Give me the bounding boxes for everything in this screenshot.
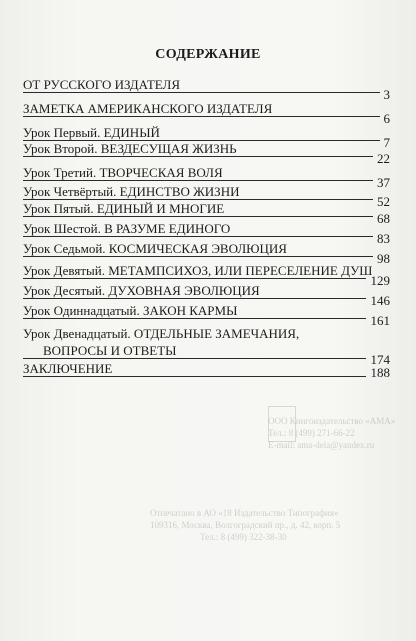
toc-entry-underline <box>23 92 380 93</box>
toc-entry-title: Урок Первый. ЕДИНЫЙ <box>23 125 160 140</box>
toc-entry-title: Урок Четвёртый. ЕДИНСТВО ЖИЗНИ <box>23 184 240 199</box>
toc-entry-title: Урок Девятый. МЕТАМПСИХОЗ, ИЛИ ПЕРЕСЕЛЕНИЕ ДУШ <box>23 263 373 278</box>
toc-entry <box>23 140 390 166</box>
toc-entry-title: Урок Пятый. ЕДИНЫЙ И МНОГИЕ <box>23 201 225 216</box>
showthrough-publisher: ООО Книгоиздательство «АМА» <box>268 416 396 426</box>
toc-entry <box>23 76 390 102</box>
toc-entry-title: Урок Третий. ТВОРЧЕСКАЯ ВОЛЯ <box>23 165 223 180</box>
toc-entry-title-cont: ВОПРОСЫ И ОТВЕТЫ <box>43 343 177 358</box>
toc-entry-underline <box>23 298 366 299</box>
toc-entry-title: ЗАМЕТКА АМЕРИКАНСКОГО ИЗДАТЕЛЯ <box>23 101 273 116</box>
showthrough-phone2: Тел.: 8 (499) 322-38-30 <box>200 532 287 542</box>
toc-entry-page: 6 <box>383 111 390 126</box>
toc-entry-underline <box>23 236 373 237</box>
toc-entry <box>23 360 390 380</box>
toc-entry-page: 188 <box>370 365 390 380</box>
toc-entry-title: ЗАКЛЮЧЕНИЕ <box>23 361 113 376</box>
page-title: СОДЕРЖАНИЕ <box>155 47 261 62</box>
toc-entry-underline <box>23 358 366 359</box>
toc-entry-page: 37 <box>377 175 390 190</box>
toc-entry <box>23 240 390 266</box>
toc-entry-underline <box>23 278 366 279</box>
toc-entry <box>23 325 390 367</box>
toc-entry-page: 161 <box>370 313 390 328</box>
toc-entry <box>23 200 390 226</box>
toc-entry-page: 52 <box>377 194 390 209</box>
toc-entry-title: Урок Второй. ВЕЗДЕСУЩАЯ ЖИЗНЬ <box>23 141 237 156</box>
toc-entry-title: Урок Двенадцатый. ОТДЕЛЬНЫЕ ЗАМЕЧАНИЯ, <box>23 326 300 341</box>
toc-entry <box>23 282 390 308</box>
toc-entry-page: 98 <box>377 251 390 266</box>
toc-entry <box>23 262 390 288</box>
toc-entry-page: 174 <box>370 352 390 367</box>
toc-entry-page: 83 <box>377 231 390 246</box>
toc-entry-title: Урок Седьмой. КОСМИЧЕСКАЯ ЭВОЛЮЦИЯ <box>23 241 287 256</box>
showthrough-printer: Отпечатано в АО «18 Издательство Типография» <box>150 508 339 518</box>
showthrough-email: E-mail: ama-dela@yandex.ru <box>268 440 375 450</box>
toc-entry-page: 3 <box>383 87 390 102</box>
toc-entry-underline <box>23 376 366 377</box>
toc-entry-underline <box>23 216 373 217</box>
showthrough-phone: Тел.: 8 (499) 271-66-22 <box>268 428 355 438</box>
toc-entry-page: 22 <box>377 151 390 166</box>
toc-entry-page: 146 <box>370 293 390 308</box>
toc-entry-page: 7 <box>383 135 390 150</box>
toc-entry-page: 68 <box>377 211 390 226</box>
toc-entry-underline <box>23 180 373 181</box>
toc-entry-title: Урок Десятый. ДУХОВНАЯ ЭВОЛЮЦИЯ <box>23 283 260 298</box>
toc-entry-title: Урок Одиннадцатый. ЗАКОН КАРМЫ <box>23 303 238 318</box>
toc-entry-title: ОТ РУССКОГО ИЗДАТЕЛЯ <box>23 77 181 92</box>
toc-entry <box>23 302 390 328</box>
showthrough-address: 109316, Москва, Волгоградский пр., д. 42, корп. 5 <box>150 520 341 530</box>
toc-entry-underline <box>23 116 380 117</box>
toc-entry <box>23 220 390 246</box>
toc-entry-underline <box>23 156 373 157</box>
toc-entry <box>23 164 390 190</box>
toc-entry <box>23 100 390 126</box>
toc-entry-page: 129 <box>370 273 390 288</box>
toc-entry-title: Урок Шестой. В РАЗУМЕ ЕДИНОГО <box>23 221 231 236</box>
toc-entry-underline <box>23 318 366 319</box>
toc-entry-underline <box>23 256 373 257</box>
